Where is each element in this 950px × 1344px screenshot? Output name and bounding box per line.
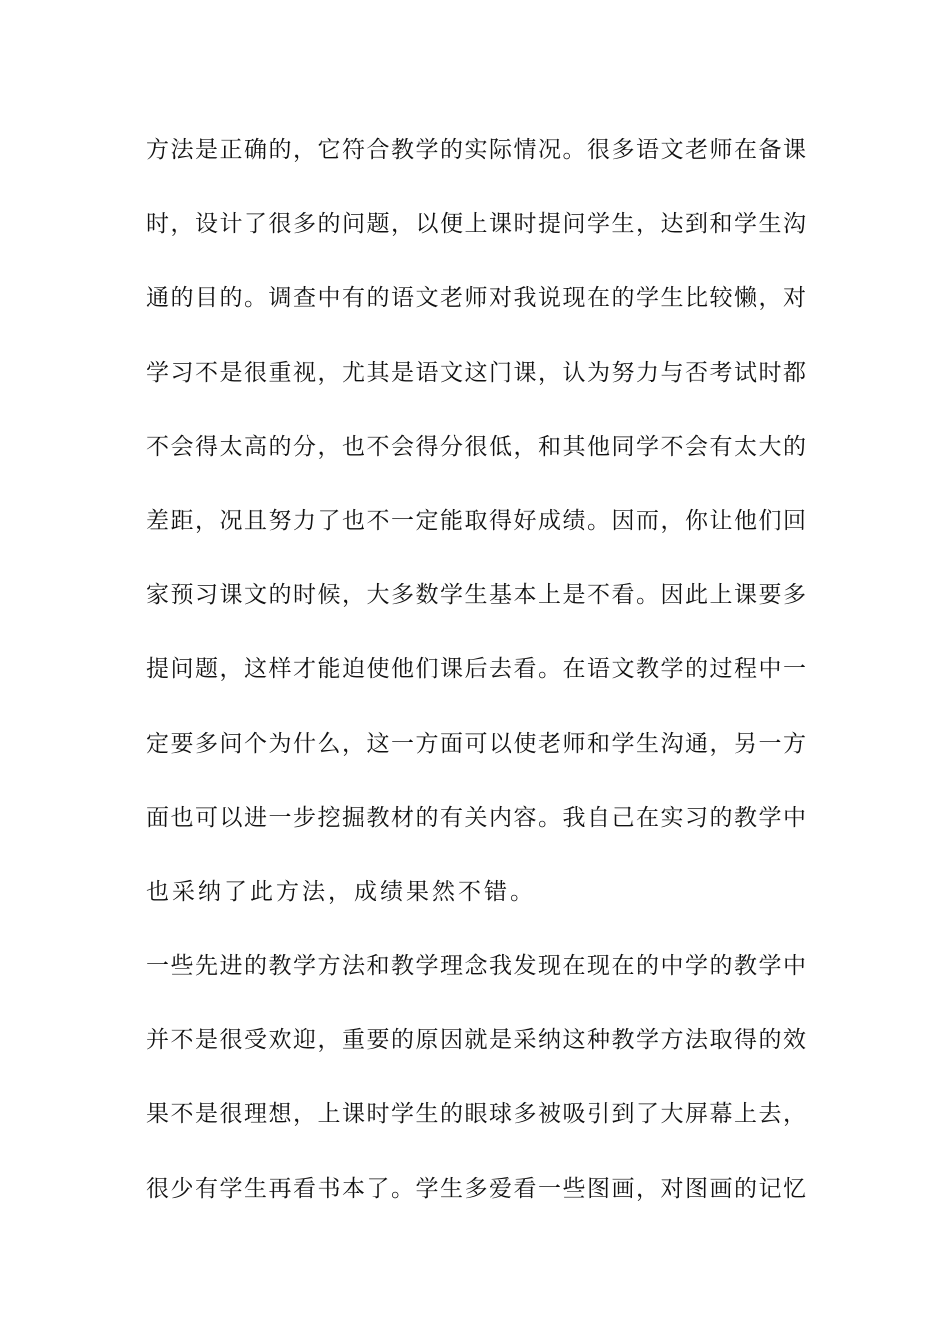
text-line: 一些先进的教学方法和教学理念我发现在现在的中学的教学中 xyxy=(146,953,806,980)
body-text xyxy=(146,130,806,1243)
text-line: 学习不是很重视，尤其是语文这门课，认为努力与否考试时都 xyxy=(146,359,806,386)
text-line: 差距，况且努力了也不一定能取得好成绩。因而，你让他们回 xyxy=(146,507,806,534)
text-line: 不会得太高的分，也不会得分很低，和其他同学不会有太大的 xyxy=(146,433,806,460)
text-line: 方法是正确的，它符合教学的实际情况。很多语文老师在备课 xyxy=(146,137,806,163)
text-line: 时，设计了很多的问题，以便上课时提问学生，达到和学生沟 xyxy=(146,211,806,238)
text-line: 并不是很受欢迎，重要的原因就是采纳这种教学方法取得的效 xyxy=(146,1027,806,1054)
text-line: 提问题，这样才能迫使他们课后去看。在语文教学的过程中一 xyxy=(146,656,806,683)
text-line: 很少有学生再看书本了。学生多爱看一些图画，对图画的记忆 xyxy=(146,1175,806,1202)
text-line: 定要多问个为什么，这一方面可以使老师和学生沟通，另一方 xyxy=(146,730,806,757)
text-line: 果不是很理想，上课时学生的眼球多被吸引到了大屏幕上去， xyxy=(146,1101,806,1128)
text-line: 也采纳了此方法，成绩果然不错。 xyxy=(146,878,536,905)
paragraph xyxy=(146,946,806,1243)
paragraph xyxy=(146,130,806,946)
text-line: 家预习课文的时候，大多数学生基本上是不看。因此上课要多 xyxy=(146,582,806,609)
text-line: 面也可以进一步挖掘教材的有关内容。我自己在实习的教学中 xyxy=(146,804,806,831)
text-line: 通的目的。调查中有的语文老师对我说现在的学生比较懒，对 xyxy=(146,285,806,312)
